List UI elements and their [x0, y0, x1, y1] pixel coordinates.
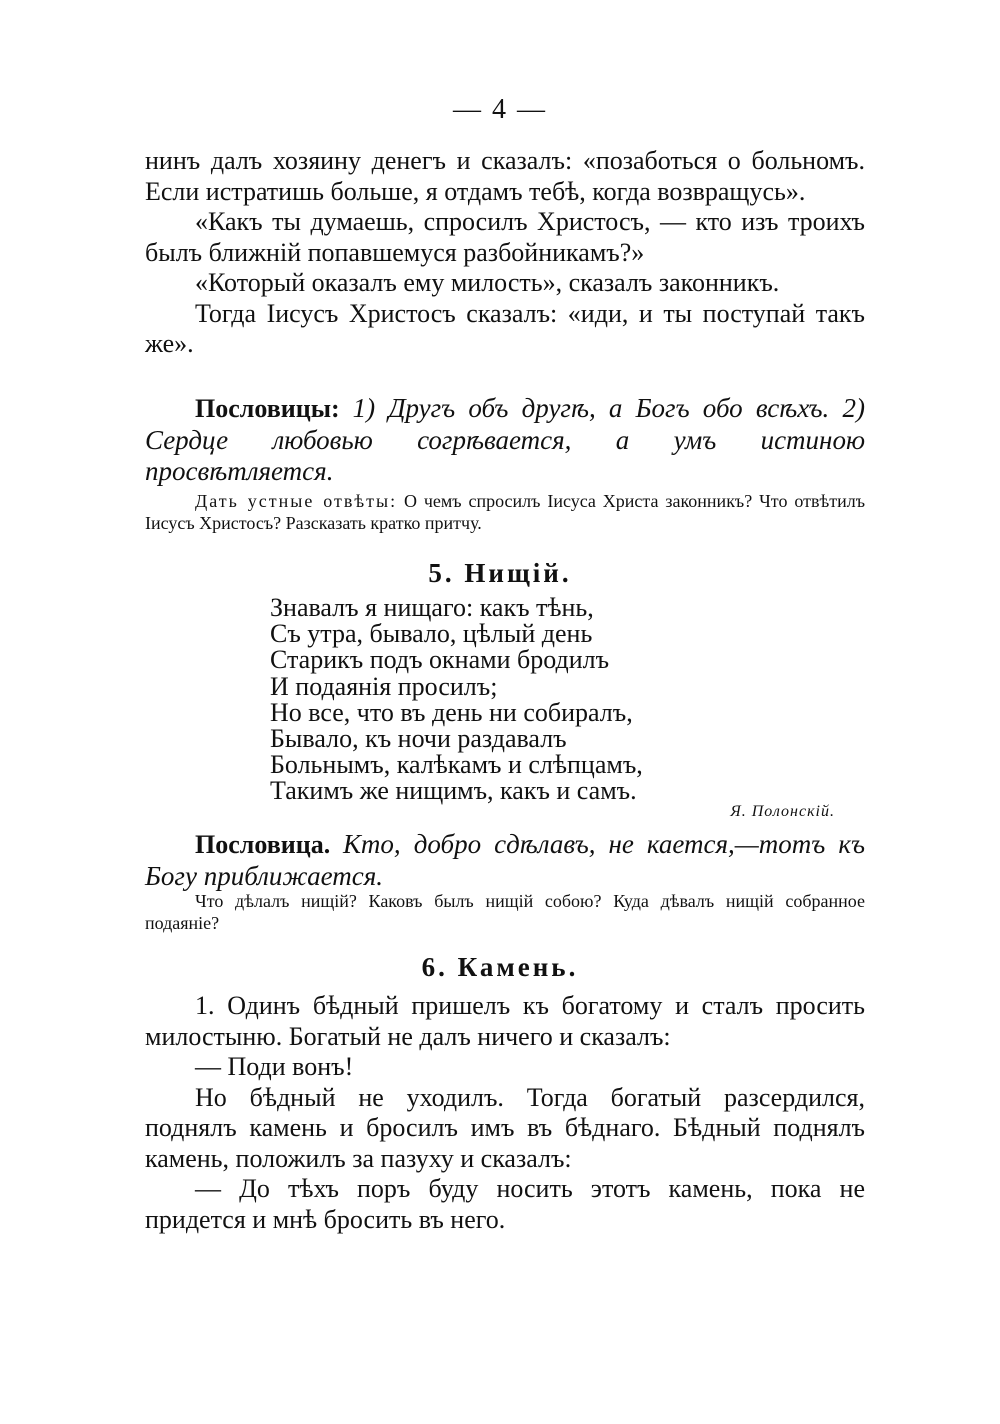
questions-text: О чемъ спросилъ Іисуса Христа законникъ? Что отвѣтилъ Іисусъ Христосъ? Разсказать кратко притчу. [145, 491, 866, 533]
proverbs-label: Пословицы: [195, 394, 340, 423]
poem-author: Я. Полонскій. [730, 803, 835, 820]
paragraph: 1. Одинъ бѣдный пришелъ къ богатому и сталъ просить милостыню. Богатый не далъ ничего и сказалъ: [145, 991, 865, 1051]
proverbs-text: 1) Другъ объ другѣ, а Богъ обо всѣхъ. 2) Сердце любовью согрѣвается, а умъ истиною просвѣтляется. [145, 393, 865, 486]
story-text [145, 991, 865, 1235]
proverb-block [145, 829, 865, 892]
questions-block [145, 490, 865, 534]
poem-line: Старикъ подъ окнами бродилъ [270, 645, 610, 675]
section-title: 5. Нищій. [428, 558, 572, 588]
poem [270, 595, 790, 805]
poem-line: Съ утра, бывало, цѣлый день [270, 619, 593, 649]
poem-line: Но все, что въ день ни собиралъ, [270, 697, 633, 727]
paragraph: — До тѣхъ поръ буду носить этотъ камень, пока не придется и мнѣ бросить въ него. [145, 1174, 865, 1234]
proverbs-block [145, 393, 865, 488]
poem-line: Знавалъ я нищаго: какъ тѣнь, [270, 593, 594, 622]
questions-block [145, 890, 865, 934]
questions-text: Что дѣлалъ нищій? Каковъ былъ нищій собою? Куда дѣвалъ нищій собранное подаяніе? [145, 891, 865, 933]
paragraph: нинъ далъ хозяину денегъ и сказалъ: «позаботься о больномъ. Если истратишь больше, я отдамъ тебѣ, когда возвращусь». [145, 146, 865, 206]
paragraph: «Который оказалъ ему милость», сказалъ законникъ. [195, 268, 780, 297]
poem-line: Такимъ же нищимъ, какъ и самъ. [270, 776, 637, 806]
paragraph: Тогда Іисусъ Христосъ сказалъ: «иди, и ты поступай такъ же». [145, 298, 865, 358]
poem-line: Больнымъ, калѣкамъ и слѣпцамъ, [270, 750, 643, 780]
paragraph: — Поди вонъ! [195, 1052, 354, 1081]
poem-line: Бывало, къ ночи раздавалъ [270, 724, 567, 754]
questions-label: Дать устные отвѣты: [195, 491, 398, 511]
paragraph: «Какъ ты думаешь, спросилъ Христосъ, — кто изъ троихъ былъ ближній попавшемуся разбойникамъ?» [145, 207, 865, 267]
proverb-text: Кто, добро сдѣлавъ, не кается,—тотъ къ Богу приближается. [145, 829, 865, 891]
section-title: 6. Камень. [421, 952, 579, 982]
page-number: — 4 — [453, 94, 547, 125]
paragraph: Но бѣдный не уходилъ. Тогда богатый разсердился, поднялъ камень и бросилъ имъ въ бѣднаго. Бѣдный поднялъ камень, положилъ за пазуху и сказалъ: [145, 1082, 865, 1173]
parable-text [145, 146, 865, 360]
poem-line: И подаянія просилъ; [270, 671, 498, 701]
proverb-label: Пословица. [195, 830, 331, 859]
